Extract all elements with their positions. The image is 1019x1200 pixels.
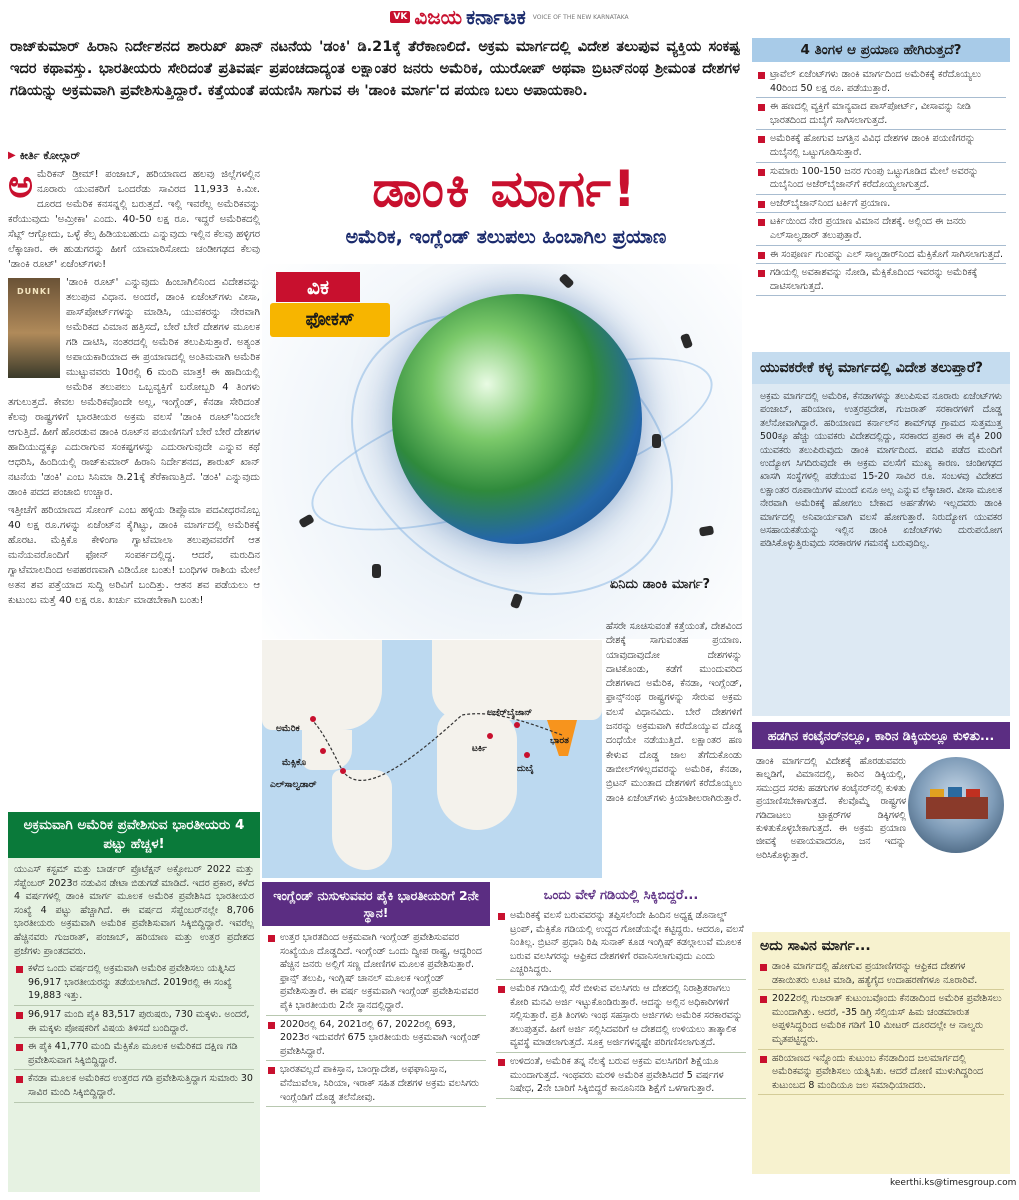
box-container-text: ಡಾಂಕಿ ಮಾರ್ಗದಲ್ಲಿ ವಿದೇಶಕ್ಕೆ ಹೊರಡುವವರು ಕಾಲ್ನಡಿಗೆ, ವಿಮಾನದಲ್ಲಿ, ಕಾರಿನ ಡಿಕ್ಕಿಯಲ್ಲಿ, ಸಮುದ್ರದ ಸರಕು ಹಡಗುಗಳ ಕಂಟೈನರ್‌ನಲ್ಲಿ ಕುಳಿತು ಪ್ರಯಾಣಿಸಬೇಕಾಗುತ್ತದೆ. ಕೆಲವೊಮ್ಮೆ ರಾಷ್ಟ್ರಗಳ ಗಡಿದಾಟಲು ಟ್ರಾಕ್ಟರ್‌ಗಳ ಡಿಕ್ಕಿಗಳಲ್ಲಿ ಕುಳಿತುಕೊಳ್ಳಬೇಕಾಗುತ್ತದೆ. ಈ ಅಕ್ರಮ ಪ್ರಯಾಣ ಜೀವಕ್ಕೆ ಅಪಾಯವಾದರೂ, ಜನ ಇದನ್ನು ಅರಿಸಿಕೊಳ್ಳುತ್ತಾರೆ. — [756, 756, 906, 861]
list-item: ಕೆನಡಾ ಮೂಲಕ ಅಮೆರಿಕದ ಉತ್ತರದ ಗಡಿ ಪ್ರವೇಶಿಸುತ್ತಿದ್ದಾಗ ಸುಮಾರು 30 ಸಾವಿರ ಮಂದಿ ಸಿಕ್ಕಿಬಿದ್ದಿದ್ದಾರೆ. — [14, 1072, 254, 1102]
box-four-times-intro: ಯುಎಸ್ ಕಸ್ಟಮ್ ಮತ್ತು ಬಾರ್ಡರ್ ಪ್ರೊಟೆಕ್ಷನ್ ಅಕ್ಟೋಬರ್ 2022 ಮತ್ತು ಸೆಪ್ಟೆಂಬರ್ 2023ರ ನಡುವಿನ ಡೇಟಾ ಬಿಡುಗಡೆ ಮಾಡಿದೆ. ಇದರ ಪ್ರಕಾರ, ಕಳೆದ 4 ವರ್ಷಗಳಲ್ಲಿ ಡಾಂಕಿ ಮಾರ್ಗ ಮೂಲಕ ಅಮೆರಿಕ ಪ್ರವೇಶಿಸಿದ ಭಾರತೀಯರ ಸಂಖ್ಯೆ 4 ಪಟ್ಟು ಹೆಚ್ಚಾಗಿದೆ. ಈ ವರ್ಷದ ಸೆಪ್ಟೆಂಬರ್‌ನಲ್ಲೇ 8,706 ಭಾರತೀಯರು ಅಕ್ರಮವಾಗಿ ಅಮೆರಿಕ ಪ್ರವೇಶಿಸುವಾಗ ಸಿಕ್ಕಿಬಿದ್ದಿದ್ದಾರೆ. ಇವರೆಲ್ಲ ಹೆಚ್ಚಿನವರು ಗುಜರಾತ್, ಪಂಜಾಬ್, ಹರಿಯಾಣ ಮತ್ತು ಉತ್ತರ ಪ್ರದೇಶದ ಪ್ರಜೆಗಳು ಪ್ರಾಂತದವರು. — [14, 864, 254, 957]
pin-turkey — [487, 733, 493, 739]
list-item: ಡಾಂಕಿ ಮಾರ್ಗದಲ್ಲಿ ಹೋಗುವ ಪ್ರಯಾಣಿಗರನ್ನು ಆಫ್ರಿಕದ ದೇಶಗಳ ಡಕಾಯಿತರು ಲೂಟಿ ಮಾಡಿ, ಹತ್ಯೆಗೈದ ಉದಾಹರಣೆಗಳೂ ನೂರಾರಿವೆ. — [758, 960, 1004, 990]
box-four-months-title: 4 ತಿಂಗಳ ಆ ಪ್ರಯಾಣ ಹೇಗಿರುತ್ತದೆ? — [752, 38, 1010, 62]
globe-image — [392, 294, 642, 544]
list-item: 2022ರಲ್ಲಿ ಗುಜರಾತ್ ಕುಟುಂಬವೊಂದು ಕೆನಡಾದಿಂದ ಅಮೆರಿಕ ಪ್ರವೇಶಿಸಲು ಮುಂದಾಗಿತ್ತು. ಆದರೆ, -35 ಡಿಗ್ರಿ ಸೆಲ್ಸಿಯಸ್ ಹಿಮ ಚಂಡಮಾರುತ ಅಪ್ಪಳಿಸಿದ್ದರಿಂದ ಅಮೆರಿಕ ಗಡಿಗೆ 10 ಮೀಟರ್ ದೂರದಲ್ಲೇ ಆ ನಾಲ್ವರು ಮೃತಪಟ್ಟಿದ್ದರು. — [758, 992, 1004, 1049]
map-label-usa: ಅಮೆರಿಕ — [276, 724, 300, 734]
box-four-months-body — [752, 62, 1010, 304]
list-item: ಸುಮಾರು 100-150 ಜನರ ಗುಂಪು ಒಟ್ಟುಗೂಡಿದ ಮೇಲೆ ಅವರನ್ನು ದುಬೈನಿಂದ ಅಜೆರ್‌ಬೈಜಾನ್‌ಗೆ ಕರೆದೊಯ್ಯಲಾಗುತ್ತದೆ. — [756, 165, 1006, 195]
box-england — [262, 882, 490, 1114]
author-email: keerthi.ks@timesgroup.com — [890, 1178, 1017, 1188]
pin-dubai — [524, 752, 530, 758]
box-why-youth-text: ಅಕ್ರಮ ಮಾರ್ಗದಲ್ಲಿ ಅಮೆರಿಕ, ಕೆನಡಾಗಳನ್ನು ತಲುಪಿಸುವ ನೂರಾರು ಏಜೆಂಟ್‌ಗಳು ಪಂಜಾಬ್, ಹರಿಯಾಣ, ಉತ್ತರಪ್ರದೇಶ, ಗುಜರಾತ್ ಸರಕಾರಗಳಿಗೆ ದೊಡ್ಡ ತಲೆನೋವಾಗಿದ್ದಾರೆ. ಹರಿಯಾಣದ ಕರ್ನಾಲ್‌ನ ಶಾಮ್‌ಗಢ ಗ್ರಾಮದ ಸುತ್ತಮುತ್ತ 500ಕ್ಕೂ ಹೆಚ್ಚು ಯುವಕರು ವಿದೇಶದಲ್ಲಿದ್ದು, ಸರಕಾರದ ಪ್ರಕಾರ ಈ ಪೈಕಿ 200 ಯುವಕರು ತಲುಪಿರುವುದು ಡಾಂಕಿ ಮಾರ್ಗದಿಂದ. ಪದವಿ ಪಡೆದ ಮಂದಿಗೆ ಉದ್ಯೋಗ ಸಿಗದಿರುವುದೇ ಈ ಅಕ್ರಮ ವಲಸೆಗೆ ಮುಖ್ಯ ಕಾರಣ. ಚಂಡೀಗಢದ ಖಾಸಗಿ ಸಂಸ್ಥೆಗಳಲ್ಲಿ ಪಡೆಯುವ 15-20 ಸಾವಿರ ರೂ. ಸಂಬಳವು ವಿದೇಶದ ಲಕ್ಷಾಂತರ ರೂಪಾಯಿಗಳ ಮುಂದೆ ಏನೂ ಅಲ್ಲ ಎನ್ನುವ ಲೆಕ್ಕಾಚಾರ. ವೀಸಾ ಮೂಲಕ ನೇರವಾಗಿ ಅಮೆರಿಕಕ್ಕೆ ಹೋಗಲು ಬೇಕಾದ ಅರ್ಹತೆಗಳು ಇಲ್ಲದವರು ಡಾಂಕಿ ಮಾರ್ಗದಲ್ಲಿ ಅನಿವಾರ್ಯವಾಗಿ ವಲಸೆ ಹೋಗುತ್ತಾರೆ. ನಿರುದ್ಯೋಗ ಯುವಕರ ಅಸಹಾಯಕತೆಯನ್ನು ಇಲ್ಲಿನ ಡಾಂಕಿ ಏಜೆಂಟ್‌ಗಳು ದುರುಪಯೋಗ ಪಡಿಸಿಕೊಳ್ಳುತ್ತಿರುವುದು ಸರಕಾರಗಳ ಗಮನಕ್ಕೆ ಬರುವುದಿಲ್ಲ. — [760, 391, 1002, 550]
map-label-el-salvador: ಎಲ್‌ಸಾಲ್ವಡಾರ್ — [270, 780, 317, 790]
box-container-body — [752, 749, 1010, 889]
list-item: ಭಾರತವಲ್ಲದೆ ಪಾಕಿಸ್ತಾನ, ಬಾಂಗ್ಲಾದೇಶ, ಅಫಘಾನಿಸ್ತಾನ, ವೆನೆಜುವೆಲಾ, ಸಿರಿಯಾ, ಇರಾಕ್ ಸಹಿತ ದೇಶಗಳ ಅಕ್ರಮ ವಲಸಿಗರು ಇಂಗ್ಲೆಂಡಿಗೆ ದೊಡ್ಡ ತಲೆನೋವು. — [266, 1063, 486, 1107]
vk-badge: ವಿಕ — [276, 272, 360, 302]
newspaper-logo — [390, 5, 628, 29]
box-death-route-title: ಅದು ಸಾವಿನ ಮಾರ್ಗ... — [760, 938, 871, 954]
dunki-poster-image — [8, 278, 60, 378]
list-item: ಈ ಪೈಕಿ 41,770 ಮಂದಿ ಮೆಕ್ಸಿಕೊ ಮೂಲಕ ಅಮೆರಿಕದ ದಕ್ಷಿಣ ಗಡಿ ಪ್ರವೇಶಿಸುವಾಗ ಸಿಕ್ಕಿಬಿದ್ದಿದ್ದಾರೆ. — [14, 1040, 254, 1070]
poster-title: DUNKI — [16, 287, 51, 296]
box-why-youth-title: ಯುವಕರೇಕೆ ಕಳ್ಳ ಮಾರ್ಗದಲ್ಲಿ ವಿದೇಶ ತಲುಪ್ತಾರೆ? — [752, 352, 1010, 384]
map-label-mexico: ಮೆಕ್ಸಿಕೊ — [282, 758, 307, 768]
list-item: ಅಮೆರಿಕಕ್ಕೆ ಹೋಗುವ ಜಗತ್ತಿನ ವಿವಿಧ ದೇಶಗಳ ಡಾಂಕಿ ಪಯಣಿಗರನ್ನು ದುಬೈನಲ್ಲಿ ಒಟ್ಟುಗೂಡಿಸುತ್ತಾರೆ. — [756, 132, 1006, 162]
left-column-article — [8, 148, 260, 611]
logo-tagline: VOICE OF THE NEW KARNATAKA — [532, 13, 629, 21]
list-item: ಹರಿಯಾಣದ ಇನ್ನೊಂದು ಕುಟುಂಬ ಕೆನಡಾದಿಂದ ಜಲಮಾರ್ಗದಲ್ಲಿ ಅಮೆರಿಕವನ್ನು ಪ್ರವೇಶಿಸಲು ಯತ್ನಿಸಿತು. ಆದರೆ ದೋಣಿ ಮುಳುಗಿದ್ದರಿಂದ ಕುಟುಂಬದ 8 ಮಂದಿಯೂ ಜಲ ಸಮಾಧಿಯಾದರು. — [758, 1052, 1004, 1096]
box-if-caught — [496, 884, 746, 1101]
cargo-ship-image — [908, 757, 1004, 853]
box-container-title: ಹಡಗಿನ ಕಂಟೈನರ್‌ನಲ್ಲೂ, ಕಾರಿನ ಡಿಕ್ಕಿಯಲ್ಲೂ ಕುಳಿತು... — [752, 722, 1010, 749]
main-headline: ಡಾಂಕಿ ಮಾರ್ಗ! — [372, 160, 638, 218]
list-item: 96,917 ಮಂದಿ ಪೈಕಿ 83,517 ಪುರುಷರು, 730 ಮಕ್ಕಳು. ಅಂದರೆ, ಈ ಮಕ್ಕಳು ಪೋಷಕರಿಗೆ ವಿಷಯ ತಿಳಿಸದೆ ಬಂದಿದ್ದಾರೆ. — [14, 1008, 254, 1038]
intro-paragraph: ರಾಜ್‌ಕುಮಾರ್ ಹಿರಾನಿ ನಿರ್ದೇಶನದ ಶಾರುಖ್ ಖಾನ್ ನಟನೆಯ 'ಡಂಕಿ' ಡಿ.21ಕ್ಕೆ ತೆರೆಕಾಣಲಿದೆ. ಅಕ್ರಮ ಮಾರ್ಗದಲ್ಲಿ ವಿದೇಶ ತಲುಪುವ ವ್ಯಕ್ತಿಯ ಸಂಕಷ್ಟ ಇದರ ಕಥಾವಸ್ತು. ಭಾರತೀಯರು ಸೇರಿದಂತೆ ಪ್ರತಿವರ್ಷ ಪ್ರಪಂಚದಾದ್ಯಂತ ಲಕ್ಷಾಂತರ ಜನರು ಅಮೆರಿಕ, ಯುರೋಪ್ ಅಥವಾ ಬ್ರಿಟನ್‌ನಂಥ ಶ್ರೀಮಂತ ದೇಶಗಳ ಗಡಿಯನ್ನು ಅಕ್ರಮವಾಗಿ ಪ್ರವೇಶಿಸುತ್ತಿದ್ದಾರೆ. ಕತ್ತೆಯಂತೆ ಪಯಣಿಸಿ ಸಾಗುವ ಈ 'ಡಾಂಕಿ ಮಾರ್ಗ'ದ ಪಯಣ ಬಲು ಅಪಾಯಕಾರಿ. — [10, 39, 740, 99]
box-four-times-increase — [8, 812, 260, 1192]
list-item: ಉಳಿದಂತೆ, ಅಮೆರಿಕ ತನ್ನ ನೆಲಕ್ಕೆ ಬರುವ ಅಕ್ರಮ ವಲಸಿಗರಿಗೆ ಶಿಕ್ಷೆಯೂ ಮುಂದಾಗುತ್ತದೆ. ಇಂಥವರು ಮರಳಿ ಅಮೆರಿಕ ಪ್ರವೇಶಿಸಿದರೆ 5 ವರ್ಷಗಳ ನಿಷೇಧ, 2ನೇ ಬಾರಿಗೆ ಸಿಕ್ಕಿಬಿದ್ದರೆ ಕಾನೂನಿನಡಿ ಶಿಕ್ಷೆಗೆ ಒಳಗಾಗುತ್ತಾರೆ. — [496, 1055, 746, 1099]
article-paragraph-1-text: ಮೆರಿಕನ್ ಡ್ರೀಮ್! ಪಂಜಾಬ್, ಹರಿಯಾಣದ ಹಲವು ಜಿಲ್ಲೆಗಳಲ್ಲಿನ ನೂರಾರು ಯುವಕರಿಗೆ ಒಂದರೆಡು ಸಾವಿರದ 11,933 ಕಿ.ಮೀ. ದೂರದ ಅಮೆರಿಕ ಕನಸನ್ನಲ್ಲಿ ಬರುತ್ತದೆ. ಇಲ್ಲಿ ಇವರೆಲ್ಲ ಅಮೆರಿಕವನ್ನು ಕರೆಯುವುದು 'ಅಮ್ರೀಕಾ' ಎಂದು. 40-50 ಲಕ್ಷ ರೂ. ಇದ್ದರೆ ಅಮೆರಿಕದಲ್ಲಿ ಸೆಟ್ಲ್ ಆಗ್ಬೋದು, ಒಳ್ಳೆ ಕೆಲ್ಸ ಹಿಡಿಯಬಹುದು ಎನ್ನುವುದು ಇಲ್ಲಿನ ಕೆಲವು ಹಳ್ಳಿಗರ ಲೆಕ್ಕಾಚಾರ. ಈ ಹುಡುಗರನ್ನು ಹೀಗೆ ಯಾಮಾರಿಸೋದು ಚಂಡೀಗಢದ ಕೆಲವು 'ಡಾಂಕಿ ರೂಟ್' ಏಜೆಂಟ್‌ಗಳು! — [8, 169, 260, 270]
migrant-figure — [298, 514, 315, 529]
box-england-list — [266, 931, 486, 1107]
route-line — [262, 640, 602, 878]
box-if-caught-title: ಒಂದು ವೇಳೆ ಗಡಿಯಲ್ಲಿ ಸಿಕ್ಕಿಬಿದ್ದರೆ... — [543, 888, 699, 903]
box-why-youth — [752, 352, 1010, 716]
logo-vk-mark: VK — [390, 11, 410, 23]
triangle-icon: ▶ — [8, 150, 16, 161]
list-item: ಉತ್ತರ ಭಾರತದಿಂದ ಅಕ್ರಮವಾಗಿ ಇಂಗ್ಲೆಂಡ್ ಪ್ರವೇಶಿಸುವವರ ಸಂಖ್ಯೆಯೂ ದೊಡ್ಡದಿದೆ. ಇಂಗ್ಲೆಂಡ್ ಒಂದು ದ್ವೀಪ ರಾಷ್ಟ್ರ, ಆದ್ದರಿಂದ ಹೆಚ್ಚಿನ ಜನರು ಅಲ್ಲಿಗೆ ಸಣ್ಣ ದೋಣಿಗಳ ಮೂಲಕ ಪ್ರವೇಶಿಸುತ್ತಾರೆ. ಫ್ರಾನ್ಸ್ ತಲುಪಿ, ಇಂಗ್ಲಿಷ್ ಚಾನಲ್ ಮೂಲಕ ಇಂಗ್ಲೆಂಡ್ ಪ್ರವೇಶಿಸುತ್ತಾರೆ. ಈ ವರ್ಷ ಅಕ್ರಮವಾಗಿ ಇಂಗ್ಲೆಂಡ್ ಪ್ರವೇಶಿಸುವವರ ಪೈಕಿ ಭಾರತೀಯರು 2ನೇ ಸ್ಥಾನದಲ್ಲಿದ್ದಾರೆ. — [266, 931, 486, 1016]
list-item: ಕಳೆದ ಒಂದು ವರ್ಷದಲ್ಲಿ ಅಕ್ರಮವಾಗಿ ಅಮೆರಿಕ ಪ್ರವೇಶಿಸಲು ಯತ್ನಿಸಿದ 96,917 ಭಾರತೀಯರನ್ನು ತಡೆಯಲಾಗಿದೆ. 2019ರಲ್ಲಿ ಈ ಸಂಖ್ಯೆ 19,883 ಇತ್ತು. — [14, 962, 254, 1006]
sub-headline: ಅಮೆರಿಕ, ಇಂಗ್ಲೆಂಡ್ ತಲುಪಲು ಹಿಂಬಾಗಿಲ ಪ್ರಯಾಣ — [345, 226, 667, 248]
masthead — [0, 0, 1019, 34]
list-item: ಅಜೆರ್‌ಬೈಜಾನ್‌ನಿಂದ ಟರ್ಕಿಗೆ ಪ್ರಯಾಣ. — [756, 197, 1006, 214]
what-is-title: ಏನಿದು ಡಾಂಕಿ ಮಾರ್ಗ? — [609, 577, 711, 592]
list-item: ಅಮೆರಿಕ ಗಡಿಯಲ್ಲಿ ಸೆರೆ ಬೀಳುವ ವಲಸಿಗರು ಆ ದೇಶದಲ್ಲಿ ನಿರಾಶ್ರಿತರಾಗಲು ಕೋರಿ ಮನವಿ ಅರ್ಜಿ ಇಟ್ಟುಕೊಂಡಿರುತ್ತಾರೆ. ಆದನ್ನು ಅಲ್ಲಿನ ಅಧಿಕಾರಿಗಳಿಗೆ ಸಲ್ಲಿಸುತ್ತಾರೆ. ಪ್ರತಿ ತಿಂಗಳು ಇಂಥ ಸಹಸ್ರಾರು ಅರ್ಜಿಗಳು ಅಮೆರಿಕ ಸರಕಾರವನ್ನು ತಲುಪುತ್ತವೆ. ಹೀಗೆ ಅರ್ಜಿ ಸಲ್ಲಿಸಿದವರಿಗೆ ಆ ದೇಶದಲ್ಲಿ ಉಳಿಯಲು ತಾತ್ಕಾಲಿಕ ವ್ಯವಸ್ಥೆ ಮಾಡಲಾಗುತ್ತದೆ. ಸೂಕ್ತ ಅರ್ಜಿಗಳನ್ನಷ್ಟೇ ಪರಿಗಣಿಸಲಾಗುತ್ತದೆ. — [496, 982, 746, 1053]
migrant-figure — [699, 525, 714, 536]
migrant-figure — [510, 593, 523, 609]
list-item: ಅಮೆರಿಕಕ್ಕೆ ವಲಸೆ ಬರುವವರನ್ನು ತಪ್ಪಿಸಲೆಂದೇ ಹಿಂದಿನ ಅಧ್ಯಕ್ಷ ಡೊನಾಲ್ಡ್ ಟ್ರಂಪ್, ಮೆಕ್ಸಿಕೊ ಗಡಿಯಲ್ಲಿ ಉದ್ದದ ಗೋಡೆಯನ್ನೇ ಕಟ್ಟಿದ್ದರು. ಆದರೂ, ವಲಸೆ ನಿಂತಿಲ್ಲ. ಬ್ರಿಟನ್ ಪ್ರಧಾನಿ ರಿಷಿ ಸುನಾಕ್ ಕೂಡ ಇಂಗ್ಲಿಷ್ ಕಡಲ್ಗಾಲುವೆ ಮೂಲಕ ಬರುವ ವಲಸಿಗರನ್ನು ಆಫ್ರಿಕದ ದೇಶಗಳಿಗೆ ರವಾನಿಸಲಾಗುವುದು ಎಂದು ಎಚ್ಚರಿಸಿದ್ದರು. — [496, 909, 746, 980]
article-paragraph-2-text: 'ಡಾಂಕಿ ರೂಟ್' ಎನ್ನುವುದು ಹಿಂಬಾಗಿಲಿನಿಂದ ವಿದೇಶವನ್ನು ತಲುಪುವ ವಿಧಾನ. ಅಂದರೆ, ಡಾಂಕಿ ಏಜೆಂಟ್‌ಗಳು ವೀಸಾ, ಪಾಸ್‌ಪೋರ್ಟ್‌ಗಳನ್ನು ಮಾಡಿಸಿ, ಯುವಕರನ್ನು ನೇರವಾಗಿ ಅಮೆರಿಕದ ವಿಮಾನ ಹತ್ತಿಸದೆ, ಬೇರೆ ಬೇರೆ ದೇಶಗಳ ಮೂಲಕ ಗಡಿ ದಾಟಿಸಿ, ನಂತರದಲ್ಲಿ ಅಮೆರಿಕ ತಲುಪಿಸುತ್ತಾರೆ. ಅತ್ಯಂತ ಅಪಾಯಕಾರಿಯಾದ ಈ ಪ್ರಯಾಣದಲ್ಲಿ ಅಂತಿಮವಾಗಿ ಅಮೆರಿಕ ಮುಟ್ಟುವವರು 10ರಲ್ಲಿ 6 ಮಂದಿ ಮಾತ್ರ! ಈ ಹಾದಿಯಲ್ಲಿ ಅಮೆರಿಕ ತಲುಪಲು ಒಬ್ಬವ್ಯಕ್ತಿಗೆ ಬರೋಬ್ಬರಿ 4 ತಿಂಗಳು ತಗುಲುತ್ತದೆ. ಕೇವಲ ಅಮೆರಿಕವೊಂದೇ ಅಲ್ಲ, ಇಂಗ್ಲೆಂಡ್, ಕೆನಡಾ ಸೇರಿದಂತೆ ಕೆಲವು ರಾಷ್ಟ್ರಗಳಿಗೆ ಭಾರತೀಯರ ಅಕ್ರಮ ವಲಸೆ 'ಡಾಂಕಿ ರೂಟ್'ನಿಂದಲೇ ಆಗುತ್ತಿದೆ. ಹೀಗೆ ಹೊರಡುವ ಡಾಂಕಿ ರೂಟ್‌ನ ಪಯಣಿಗನಿಗೆ ಬೇರೆ ಬೇರೆ ದೇಶಗಳ ಹಾದಿಯುದ್ದಕ್ಕೂ ಎದುರಾಗುವ ಸಂಕಷ್ಟಗಳನ್ನು ಎದುರಾಗುವುದೇ ಎನ್ನುವ ಕಥೆ ಆಧರಿಸಿ, ಹಿಂದಿಯಲ್ಲಿ ರಾಜ್‌ಕುಮಾರ್ ಹಿರಾನಿ ನಿರ್ದೇಶನದ, ಶಾರುಖ್ ಖಾನ್ ನಟನೆಯ 'ಡಂಕಿ' ಎಂಬ ಸಿನಿಮಾ ಡಿ.21ಕ್ಕೆ ತೆರೆಕಾಣುತ್ತಿದೆ. 'ಡಂಕಿ' ಎನ್ನುವುದು ಡಾಂಕಿ ಪದದ ಪಂಜಾಬಿ ಉಚ್ಚಾರ. — [8, 277, 261, 498]
article-paragraph-1 — [8, 162, 260, 272]
box-four-months — [752, 38, 1010, 304]
pin-azerbaijan — [514, 722, 520, 728]
list-item: ಈ ಹಣದಲ್ಲಿ ವ್ಯಕ್ತಿಗೆ ಮಾನ್ಯವಾದ ಪಾಸ್‌ಪೋರ್ಟ್, ವೀಸಾವನ್ನು ನೀಡಿ ಭಾರತದಿಂದ ದುಬೈಗೆ ಸಾಗಿಸಲಾಗುತ್ತದೆ. — [756, 100, 1006, 130]
box-container — [752, 722, 1010, 889]
box-four-times-body — [8, 858, 260, 1192]
migrant-figure — [372, 564, 381, 578]
pin-el-salvador — [340, 768, 346, 774]
focus-badge: ಫೋಕಸ್ — [270, 303, 390, 337]
logo-part-1: ವಿಜಯ — [414, 5, 463, 29]
box-four-times-title: ಅಕ್ರಮವಾಗಿ ಅಮೆರಿಕ ಪ್ರವೇಶಿಸುವ ಭಾರತೀಯರು 4 ಪಟ್ಟು ಹೆಚ್ಚಳ! — [8, 812, 260, 858]
map-label-turkey: ಟರ್ಕಿ — [472, 744, 487, 754]
box-death-route-list — [758, 960, 1004, 1095]
map-label-dubai: ದುಬೈ — [517, 764, 534, 774]
pin-usa — [310, 716, 316, 722]
box-four-times-list — [14, 962, 254, 1102]
map-label-azerbaijan: ಅಜೆರ್‌ಬೈಜಾನ್ — [487, 708, 533, 718]
list-item: ಟರ್ಕಿಯಿಂದ ನೇರ ಪ್ರಯಾಣ ವಿಮಾನ ದೇಶಕ್ಕೆ. ಅಲ್ಲಿಂದ ಈ ಜನರು ಎಲ್‌ಸಾಲ್ವಡಾರ್ ತಲುಪುತ್ತಾರೆ. — [756, 215, 1006, 245]
byline-author: ಕೀರ್ತಿ ಕೋಲ್ಗಾರ್ — [19, 149, 80, 162]
box-england-body — [262, 926, 490, 1114]
list-item: 2020ರಲ್ಲಿ 64, 2021ರಲ್ಲಿ 67, 2022ರಲ್ಲಿ 693, 2023ರ ಇದುವರೆಗೆ 675 ಭಾರತೀಯರು ಅಕ್ರಮವಾಗಿ ಇಂಗ್ಲೆಂಡ್ ಪ್ರವೇಶಿಸಿದ್ದಾರೆ. — [266, 1018, 486, 1062]
list-item: ಈ ಸಂಪೂರ್ಣ ಗುಂಪನ್ನು ಎಲ್ ಸಾಲ್ವಡಾರ್‌ನಿಂದ ಮೆಕ್ಸಿಕೊಗೆ ಸಾಗಿಸಲಾಗುತ್ತದೆ. — [756, 248, 1006, 265]
list-item: ಗಡಿಯಲ್ಲಿ ಅವಕಾಶವನ್ನು ನೋಡಿ, ಮೆಕ್ಸಿಕೊದಿಂದ ಇವರನ್ನು ಅಮೆರಿಕಕ್ಕೆ ದಾಟಿಸಲಾಗುತ್ತದೆ. — [756, 266, 1006, 296]
article-paragraph-3: ಇತ್ತೀಚೆಗೆ ಹರಿಯಾಣದ ಸೋಂಗ್ ಎಂಬ ಹಳ್ಳಿಯ ಡಿಪ್ಲೊಮಾ ಪದವೀಧರನೊಬ್ಬ 40 ಲಕ್ಷ ರೂ.ಗಳನ್ನು ಏಜೆಂಟ್‌ನ ಕೈಗಿಟ್ಟು, ಡಾಂಕಿ ಮಾರ್ಗದಲ್ಲಿ ಅಮೆರಿಕಕ್ಕೆ ಹೊರಟ. ಮೆಕ್ಸಿಕೊ ಕೇಳಿಂಗಾ ಗ್ವಾಟೆಮಾಲಾ ತಲುಪುವವರೆಗೆ ಆತ ಮನೆಯವರೊಂದಿಗೆ ಫೋನ್ ಸಂಪರ್ಕದಲ್ಲಿದ್ದ. ಆದರೆ, ಮರುದಿನ ಗ್ವಾಟೆಮಾಲದಿಂದ ಅಪಹರಣವಾಗಿ ವಿಡಿಯೋ ಬಂತು! ಬಂಧಿಗಳ ರಾಶಿಯ ಮೇಲೆ ಅತನ ಶವ ಪತ್ತೆಯಾದ ಸುದ್ದಿ ಅರಿವಿಗೆ ಬಂದಿತ್ತು. ಆತನ ಶವ ಪಡೆಯಲು ಆ ಕುಟುಂಬ ಮತ್ತೆ 40 ಲಕ್ಷ ರೂ. ಖರ್ಚು ಮಾಡಬೇಕಾಗಿ ಬಂತು! — [8, 505, 260, 606]
box-death-route-body — [752, 958, 1010, 1099]
box-england-title: ಇಂಗ್ಲೆಂಡ್ ನುಸುಳುವವರ ಪೈಕಿ ಭಾರತೀಯರಿಗೆ 2ನೇ ಸ್ಥಾನ! — [262, 882, 490, 926]
route-map — [262, 640, 602, 878]
article-paragraph-2 — [8, 275, 260, 500]
migrant-figure — [558, 273, 574, 289]
map-label-india: ಭಾರತ — [550, 736, 569, 746]
box-if-caught-list — [496, 909, 746, 1099]
box-four-months-list — [756, 68, 1006, 296]
logo-part-2: ಕರ್ನಾಟಕ — [466, 5, 526, 29]
what-is-body: ಹೆಸರೇ ಸೂಚಿಸುವಂತೆ ಕತ್ತೆಯಂತೆ, ದೇಶವಿಂದ ದೇಶಕ್ಕೆ ಸಾಗುವಂತಹ ಪ್ರಯಾಣ. ಯಾವುದಾವುದೋ ದೇಶಗಳನ್ನು ದಾಟಿಕೊಂಡು, ಕಡೆಗೆ ಮುಂದುವರಿದ ದೇಶಗಳಾದ ಅಮೆರಿಕ, ಕೆನಡಾ, ಇಂಗ್ಲೆಂಡ್, ಫ್ರಾನ್ಸ್‌ನಂಥ ರಾಷ್ಟ್ರಗಳನ್ನು ಸೇರುವ ಅಕ್ರಮ ವಲಸೆ ವಿಧಾನವಿದು. ಬೇರೆ ದೇಶಗಳಿಗೆ ಜನರನ್ನು ಅಕ್ರಮವಾಗಿ ಕರೆದೊಯ್ಯುವ ದೊಡ್ಡ ದಂಧೆಯೇ ನಡೆಯುತ್ತಿದೆ. ಲಕ್ಷಾಂತರ ಹಣ ಕೇಳುವ ದೊಡ್ಡ ಜಾಲ ತೆಗೆದುಕೊಂಡು ಡಾಬೀಲ್‌ಗಳಿಲ್ಲದವರನ್ನು ಅಮೆರಿಕ, ಕೆನಡಾ, ಬ್ರಿಟನ್ ಮುಂತಾದ ದೇಶಗಳಿಗೆ ಕರೆದೊಯ್ಯಲು ಡಾಂಕಿ ಏಜೆಂಟ್‌ಗಳು ಕ್ರಿಯಾಶೀಲರಾಗಿರುತ್ತಾರೆ. — [606, 621, 742, 804]
box-death-route — [752, 932, 1010, 1174]
migrant-figure — [652, 434, 661, 448]
box-if-caught-body — [496, 909, 746, 1099]
byline — [8, 148, 260, 163]
migrant-figure — [680, 333, 693, 349]
drop-cap: ಅ — [8, 162, 34, 206]
list-item: ಟ್ರಾವೆಲ್ ಏಜೆಂಟ್‌ಗಳು ಡಾಂಕಿ ಮಾರ್ಗದಿಂದ ಅಮೆರಿಕಕ್ಕೆ ಕರೆದೊಯ್ಯಲು 40ರಿಂದ 50 ಲಕ್ಷ ರೂ. ಪಡೆಯುತ್ತಾರೆ. — [756, 68, 1006, 98]
pin-mexico — [320, 748, 326, 754]
